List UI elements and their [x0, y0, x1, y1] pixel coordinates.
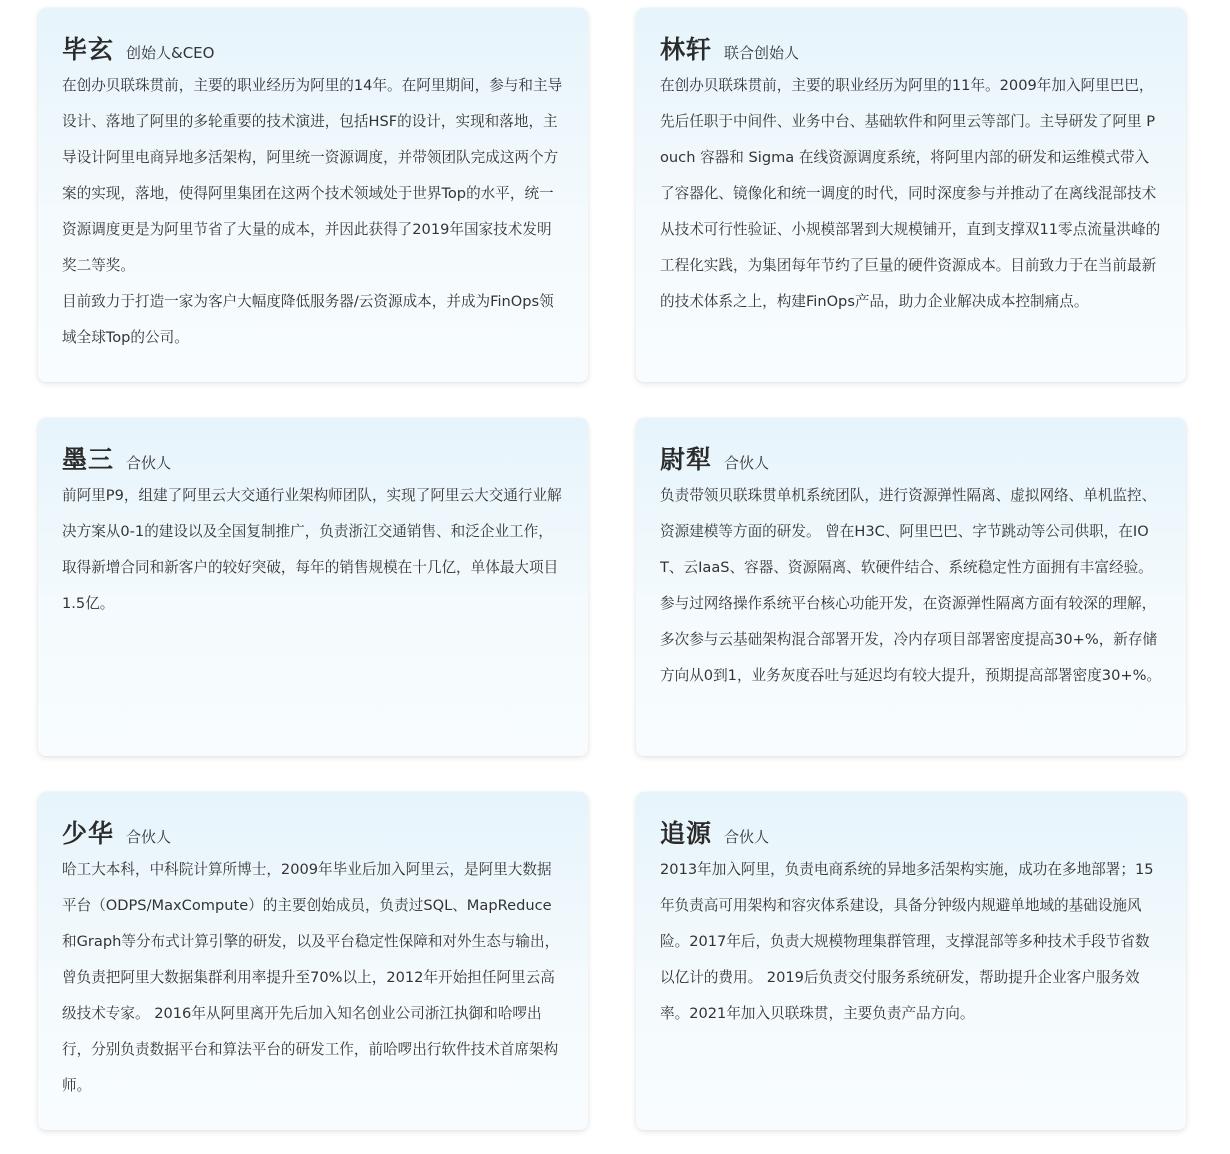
profile-card-zhuiyuan — [636, 792, 1186, 1130]
profile-bio — [62, 68, 564, 356]
profile-bio — [660, 68, 1162, 320]
profile-role: 创始人&CEO — [126, 44, 215, 62]
profile-card-bixuan — [38, 8, 588, 382]
profile-header — [62, 814, 564, 850]
profile-name: 林轩 — [660, 35, 713, 64]
profile-header — [62, 440, 564, 476]
profile-header — [660, 440, 1162, 476]
bio-paragraph: 在创办贝联珠贯前，主要的职业经历为阿里的11年。2009年加入阿里巴巴，先后任职于中间件、业务中台、基础软件和阿里云等部门。主导研发了阿里 Pouch 容器和 Sigma 在线资源调度系统，将阿里内部的研发和运维模式带入了容器化、镜像化和统一调度的时代，同时深度参与并推动了在离线混部技术从技术可行性验证、小规模部署到大规模铺开，直到支撑双11零点流量洪峰的工程化实践，为集团每年节约了巨量的硬件资源成本。目前致力于在当前最新的技术体系之上，构建FinOps产品，助力企业解决成本控制痛点。 — [660, 77, 1161, 310]
profile-name: 墨三 — [62, 445, 115, 474]
profile-role: 合伙人 — [724, 828, 770, 846]
profile-bio — [660, 852, 1162, 1032]
profile-header — [62, 30, 564, 66]
profile-role: 合伙人 — [724, 454, 770, 472]
bio-paragraph: 在创办贝联珠贯前，主要的职业经历为阿里的14年。在阿里期间，参与和主导设计、落地了阿里的多轮重要的技术演进，包括HSF的设计，实现和落地，主导设计阿里电商异地多活架构，阿里统一资源调度，并带领团队完成这两个方案的实现，落地，使得阿里集团在这两个技术领域处于世界Top的水平，统一资源调度更是为阿里节省了大量的成本，并因此获得了2019年国家技术发明奖二等奖。 — [62, 77, 563, 274]
profile-bio — [62, 852, 564, 1104]
profile-role: 合伙人 — [126, 828, 172, 846]
profile-name: 少华 — [62, 819, 115, 848]
bio-paragraph: 负责带领贝联珠贯单机系统团队，进行资源弹性隔离、虚拟网络、单机监控、资源建模等方面的研发。 曾在H3C、阿里巴巴、字节跳动等公司供职，在IOT、云IaaS、容器、资源隔离、软硬件结合、系统稳定性方面拥有丰富经验。参与过网络操作系统平台核心功能开发，在资源弹性隔离方面有较深的理解，多次参与云基础架构混合部署开发，冷内存项目部署密度提高30+%，新存储方向从0到1，业务灰度吞吐与延迟均有较大提升，预期提高部署密度30+%。 — [660, 487, 1162, 684]
profile-bio — [660, 478, 1162, 694]
profile-card-linxuan — [636, 8, 1186, 382]
profile-bio — [62, 478, 564, 622]
profile-name: 尉犁 — [660, 445, 713, 474]
profile-card-mosan — [38, 418, 588, 756]
profile-name: 毕玄 — [62, 35, 115, 64]
bio-paragraph: 前阿里P9，组建了阿里云大交通行业架构师团队，实现了阿里云大交通行业解决方案从0-1的建设以及全国复制推广，负责浙江交通销售、和泛企业工作，取得新增合同和新客户的较好突破，每年的销售规模在十几亿，单体最大项目1.5亿。 — [62, 487, 562, 612]
bio-paragraph: 2013年加入阿里，负责电商系统的异地多活架构实施，成功在多地部署；15年负责高可用架构和容灾体系建设，具备分钟级内规避单地域的基础设施风险。2017年后，负责大规模物理集群管理，支撑混部等多种技术手段节省数以亿计的费用。 2019后负责交付服务系统研发，帮助提升企业客户服务效率。2021年加入贝联珠贯，主要负责产品方向。 — [660, 861, 1154, 1022]
profile-card-shaohua — [38, 792, 588, 1130]
profile-role: 合伙人 — [126, 454, 172, 472]
profile-header — [660, 814, 1162, 850]
profile-card-weili — [636, 418, 1186, 756]
profile-role: 联合创始人 — [724, 44, 800, 62]
profile-header — [660, 30, 1162, 66]
bio-paragraph: 目前致力于打造一家为客户大幅度降低服务器/云资源成本，并成为FinOps领域全球Top的公司。 — [62, 293, 554, 346]
bio-paragraph: 哈工大本科，中科院计算所博士，2009年毕业后加入阿里云，是阿里大数据平台（ODPS/MaxCompute）的主要创始成员，负责过SQL、MapReduce和Graph等分布式计算引擎的研发，以及平台稳定性保障和对外生态与输出，曾负责把阿里大数据集群利用率提升至70%以上，2012年开始担任阿里云高级技术专家。 2016年从阿里离开先后加入知名创业公司浙江执御和哈啰出行，分别负责数据平台和算法平台的研发工作，前哈啰出行软件技术首席架构师。 — [62, 861, 560, 1094]
profile-name: 追源 — [660, 819, 713, 848]
